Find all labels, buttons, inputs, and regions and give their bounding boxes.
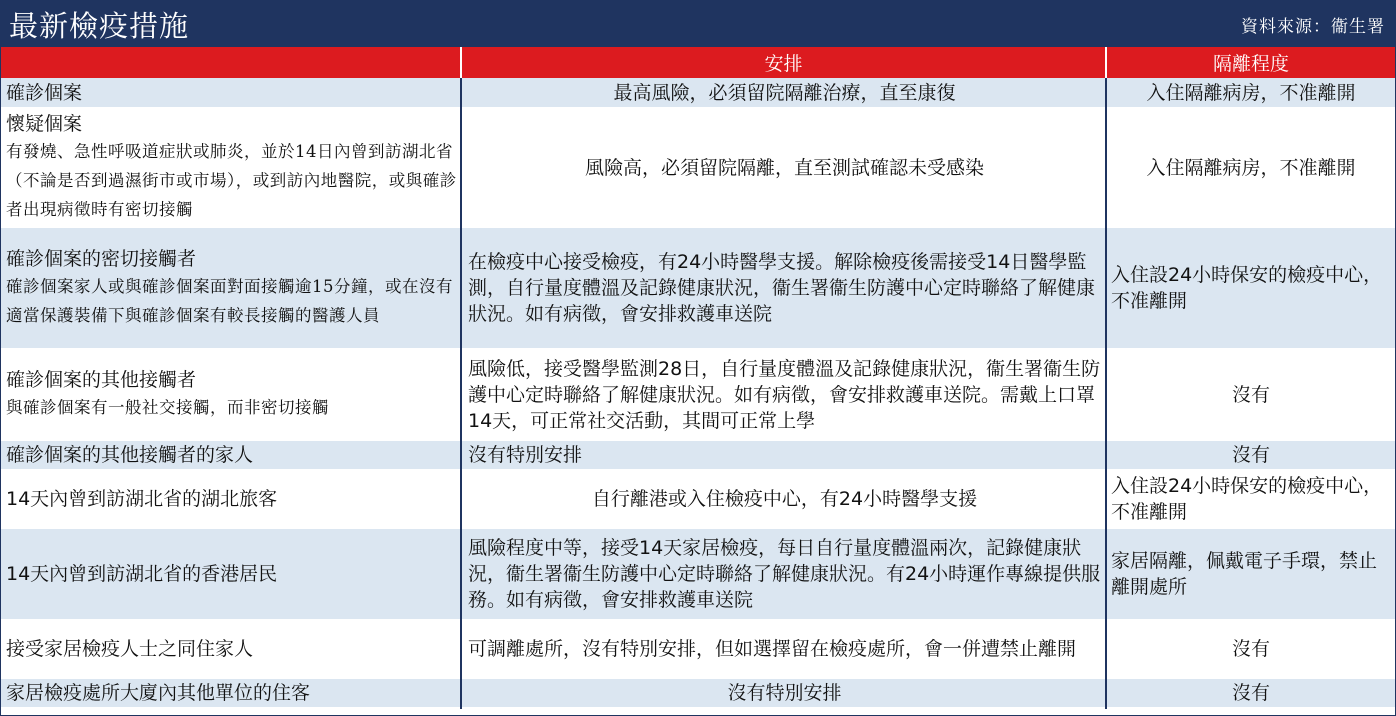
table-row: [1, 470, 1395, 528]
header-arrangement: 安排: [461, 47, 1106, 78]
row-detail: 有發燒、急性呼吸道症狀或肺炎，並於14日內曾到訪湖北省（不論是否到過濕街市或市場），或到訪內地醫院，或與確診者出現病徵時有密切接觸: [6, 142, 457, 219]
table-row: [1, 678, 1395, 708]
row-category: 確診個案的其他接觸者: [6, 369, 197, 391]
row-arrangement: 沒有特別安排: [461, 678, 1106, 708]
row-detail: 確診個案家人或與確診個案面對面接觸逾15分鐘，或在沒有適當保護裝備下與確診個案有較長接觸的醫護人員: [6, 277, 453, 325]
row-category: 確診個案的密切接觸者: [6, 248, 197, 270]
measures-table: [1, 47, 1395, 709]
row-category-cell: [1, 620, 461, 678]
row-arrangement: 沒有特別安排: [461, 440, 1106, 470]
table-header: [1, 47, 1395, 78]
row-category: 確診個案的其他接觸者的家人: [6, 444, 254, 466]
table-row: [1, 440, 1395, 470]
row-isolation: 入住設24小時保安的檢疫中心，不准離開: [1106, 470, 1395, 528]
row-category-cell: [1, 470, 461, 528]
row-category-cell: [1, 440, 461, 470]
row-isolation: 入住隔離病房，不准離開: [1106, 78, 1395, 108]
row-category: 接受家居檢疫人士之同住家人: [6, 638, 254, 660]
row-category: 14天內曾到訪湖北省的香港居民: [6, 563, 278, 585]
row-category-cell: [1, 227, 461, 349]
table-row: [1, 108, 1395, 227]
row-isolation: 家居隔離，佩戴電子手環，禁止離開處所: [1106, 528, 1395, 620]
row-category-cell: [1, 349, 461, 440]
row-arrangement: 最高風險，必須留院隔離治療，直至康復: [461, 78, 1106, 108]
row-isolation: 沒有: [1106, 440, 1395, 470]
row-detail: 與確診個案有一般社交接觸，而非密切接觸: [6, 398, 329, 417]
header-category: [1, 47, 461, 78]
row-category-cell: [1, 528, 461, 620]
table-row: [1, 349, 1395, 440]
row-category-cell: [1, 108, 461, 227]
row-isolation: 沒有: [1106, 349, 1395, 440]
title-bar: [1, 1, 1395, 47]
row-isolation: 沒有: [1106, 678, 1395, 708]
row-isolation: 入住設24小時保安的檢疫中心，不准離開: [1106, 227, 1395, 349]
row-isolation: 沒有: [1106, 620, 1395, 678]
row-arrangement: 在檢疫中心接受檢疫，有24小時醫學支援。解除檢疫後需接受14日醫學監測，自行量度體溫及記錄健康狀況，衞生署衞生防護中心定時聯絡了解健康狀況。如有病徵，會安排救護車送院: [461, 227, 1106, 349]
row-arrangement: 風險程度中等，接受14天家居檢疫，每日自行量度體溫兩次，記錄健康狀況，衞生署衞生防護中心定時聯絡了解健康狀況。有24小時運作專線提供服務。如有病徵，會安排救護車送院: [461, 528, 1106, 620]
row-category: 懷疑個案: [6, 113, 83, 135]
table-row: [1, 620, 1395, 678]
row-category-cell: [1, 78, 461, 108]
row-arrangement: 可調離處所，沒有特別安排，但如選擇留在檢疫處所，會一併遭禁止離開: [461, 620, 1106, 678]
row-arrangement: 自行離港或入住檢疫中心，有24小時醫學支援: [461, 470, 1106, 528]
table-row: [1, 227, 1395, 349]
row-isolation: 入住隔離病房，不准離開: [1106, 108, 1395, 227]
row-arrangement: 風險低，接受醫學監測28日，自行量度體溫及記錄健康狀況，衞生署衞生防護中心定時聯絡了解健康狀況。如有病徵，會安排救護車送院。需戴上口罩14天，可正常社交活動，其間可正常上學: [461, 349, 1106, 440]
row-category: 14天內曾到訪湖北省的湖北旅客: [6, 488, 278, 510]
header-isolation: 隔離程度: [1106, 47, 1395, 78]
row-category: 確診個案: [6, 81, 83, 104]
table-row: [1, 78, 1395, 108]
row-category: 家居檢疫處所大廈內其他單位的住客: [6, 682, 311, 704]
source-note: 資料來源：衞生署: [1241, 16, 1385, 37]
row-arrangement: 風險高，必須留院隔離，直至測試確認未受感染: [461, 108, 1106, 227]
table-row: [1, 528, 1395, 620]
row-category-cell: [1, 678, 461, 708]
page-title: 最新檢疫措施: [9, 8, 190, 43]
